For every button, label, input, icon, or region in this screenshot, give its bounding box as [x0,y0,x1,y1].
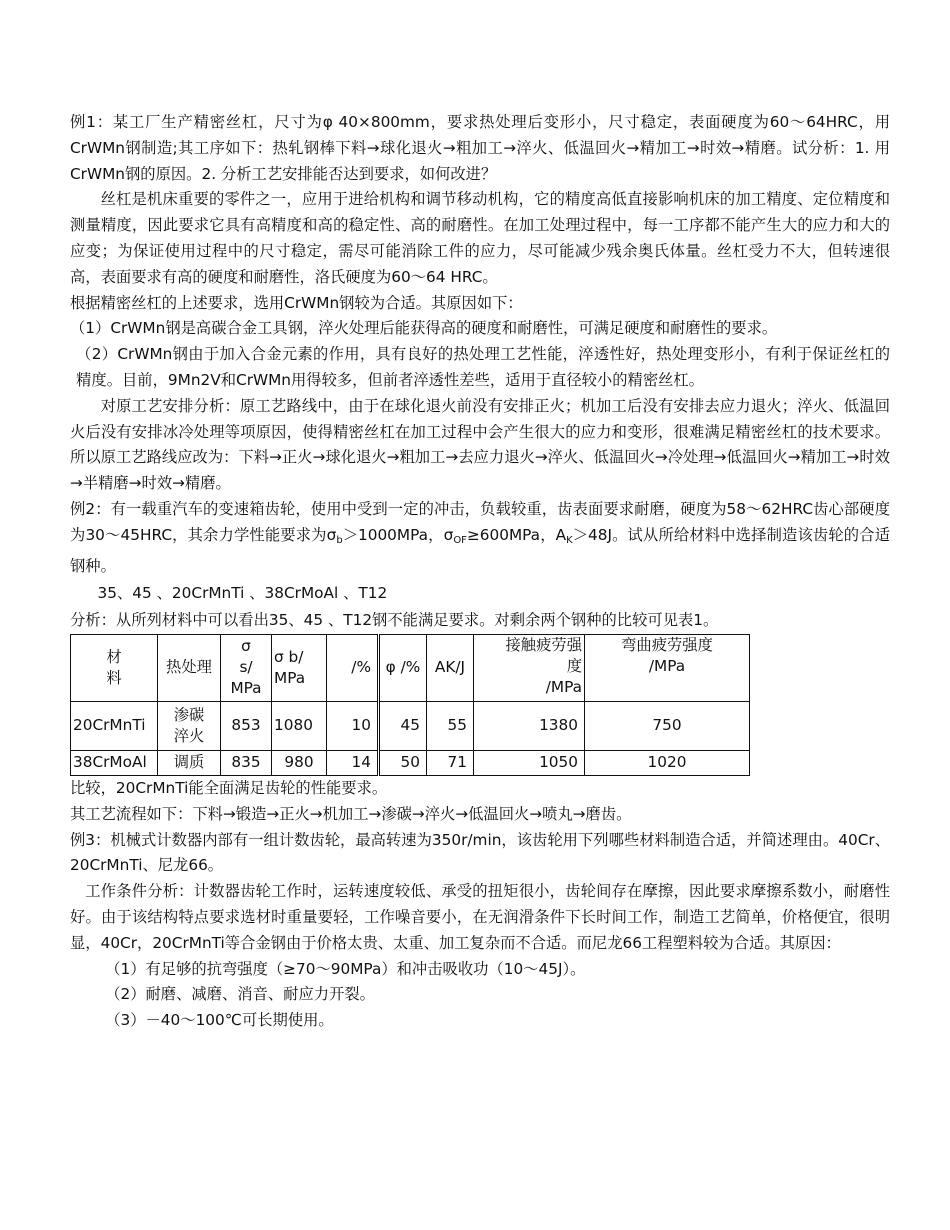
table-row [71,750,750,775]
steel-options: 35、45 、20CrMnTi 、38CrMoAl 、T12 [97,584,388,603]
cell-heat-treatment: 调质 [158,750,221,775]
cell-sigma-b: 1080 [272,701,327,750]
example-1-paragraph-3: 对原工艺安排分析：原工艺路线中，由于在球化退火前没有安排正火；机加工后没有安排去应力退火；淬火、低温回火后没有安排冰冷处理等项原因，使得精密丝杠在加工过程中会产生很大的应力和变形，很难满足精密丝杠的技术要求。所以原工艺路线应改为：下料→正火→球化退火→粗加工→去应力退火→淬火、低温回火→冷处理→低温回火→精加工→时效→半精磨→时效→精磨。 [70,396,890,493]
header-heat-treatment: 热处理 [158,634,221,701]
cell-elongation: 14 [327,750,379,775]
cell-elongation: 10 [327,701,379,750]
example-3-item-1: （1）有足够的抗弯强度（≥70～90MPa）和冲击吸收功（10～45J）。 [105,959,586,978]
cell-phi: 45 [379,701,427,750]
cell-sigma-b: 980 [272,750,327,775]
example-3-item-3: （3）－40～100℃可长期使用。 [105,1011,334,1030]
example-2-question-part-c: ≥600MPa，A [466,525,567,544]
cell-bending-fatigue: 750 [585,701,750,750]
example-1-item-2: （2）CrWMn钢由于加入合金元素的作用，具有良好的热处理工艺性能，淬透性好，热处理变形小，有利于保证丝杠的精度。目前，9Mn2V和CrWMn用得较多，但前者淬透性差些，适用于直径较小的精密丝杠。 [76,345,890,389]
sigma-b-subscript: b [336,534,343,546]
example-3-item-2: （2）耐磨、减磨、消音、耐应力开裂。 [105,985,375,1004]
header-sigma-s: σ s/ MPa [221,634,272,701]
cell-material: 38CrMoAl [71,750,158,775]
example-2-question [70,497,890,579]
example-3-question: 例3：机械式计数器内部有一组计数齿轮，最高转速为350r/min，该齿轮用下列哪些材料制造合适，并简述理由。40Cr、20CrMnTi、尼龙66。 [70,830,890,875]
example-1-item-1: （1）CrWMn钢是高碳合金工具钢，淬火处理后能获得高的硬度和耐磨性，可满足硬度和耐磨性的要求。 [70,319,778,338]
table-header-row [71,634,750,701]
cell-sigma-s: 853 [221,701,272,750]
example-2-question-part-a: 例2：有一载重汽车的变速箱齿轮，使用中受到一定的冲击，负载较重，齿表面要求耐磨，硬度为58～62HRC齿心部硬度为30～45HRC，其余力学性能要求为σ [70,499,890,544]
example-2-process: 其工艺流程如下：下料→锻造→正火→机加工→渗碳→淬火→低温回火→喷丸→磨齿。 [70,804,632,823]
header-material: 材 料 [71,634,158,701]
cell-heat-treatment: 渗碳 淬火 [158,701,221,750]
example-2-conclusion: 比较，20CrMnTi能全面满足齿轮的性能要求。 [70,778,388,797]
header-bending-fatigue: 弯曲疲劳强度 /MPa [585,634,750,701]
sigma-of-subscript: OF [453,534,467,546]
header-contact-fatigue: 接触疲劳强 度 /MPa [474,634,585,701]
cell-ak: 55 [427,701,474,750]
cell-material: 20CrMnTi [71,701,158,750]
cell-bending-fatigue: 1020 [585,750,750,775]
example-2-analysis: 分析：从所列材料中可以看出35、45 、T12钢不能满足要求。对剩余两个钢种的比较可见表1。 [70,611,719,630]
steel-comparison-table [70,634,750,776]
example-2-question-part-b: ＞1000MPa，σ [342,525,454,544]
header-ak: AK/J [427,634,474,701]
header-sigma-b: σ b/ MPa [272,634,327,701]
header-phi: φ /% [379,634,427,701]
cell-contact-fatigue: 1050 [474,750,585,775]
header-elongation: /% [327,634,379,701]
example-1-paragraph-1: 丝杠是机床重要的零件之一，应用于进给机构和调节移动机构，它的精度高低直接影响机床的加工精度、定位精度和测量精度，因此要求它具有高精度和高的稳定性、高的耐磨性。在加工处理过程中，每一工序都不能产生大的应力和大的应变；为保证使用过程中的尺寸稳定，需尽可能消除工件的应力，尽可能减少残余奥氏体量。丝杠受力不大，但转速很高，表面要求有高的硬度和耐磨性，洛氏硬度为60～64 HRC。 [70,190,890,286]
cell-sigma-s: 835 [221,750,272,775]
example-1-paragraph-2: 根据精密丝杠的上述要求，选用CrWMn钢较为合适。其原因如下： [70,293,523,312]
cell-ak: 71 [427,750,474,775]
example-2-question-part-d: ＞48J。试从所给材料中选择制造该齿轮的合适钢种。 [70,525,890,575]
example-1-question: 例1：某工厂生产精密丝杠，尺寸为φ 40×800mm，要求热处理后变形小，尺寸稳定，表面硬度为60～64HRC，用CrWMn钢制造;其工序如下：热轧钢棒下料→球化退火→粗加工→淬火、低温回火→精加工→时效→精磨。试分析：1. 用CrWMn钢的原因。2. 分析工艺安排能否达到要求，如何改进？ [70,113,890,183]
table-row [71,701,750,750]
example-3-paragraph-1: 工作条件分析：计数器齿轮工作时，运转速度较低、承受的扭矩很小，齿轮间存在摩擦，因此要求摩擦系数小，耐磨性好。由于该结构特点要求选材时重量要轻，工作噪音要小，在无润滑条件下长时间工作，制造工艺简单，价格便宜，很明显，40Cr，20CrMnTi等合金钢由于价格太贵、太重、加工复杂而不合适。而尼龙66工程塑料较为合适。其原因： [70,882,890,952]
document-page [70,110,890,1034]
cell-phi: 50 [379,750,427,775]
ak-subscript: K [566,534,573,546]
cell-contact-fatigue: 1380 [474,701,585,750]
